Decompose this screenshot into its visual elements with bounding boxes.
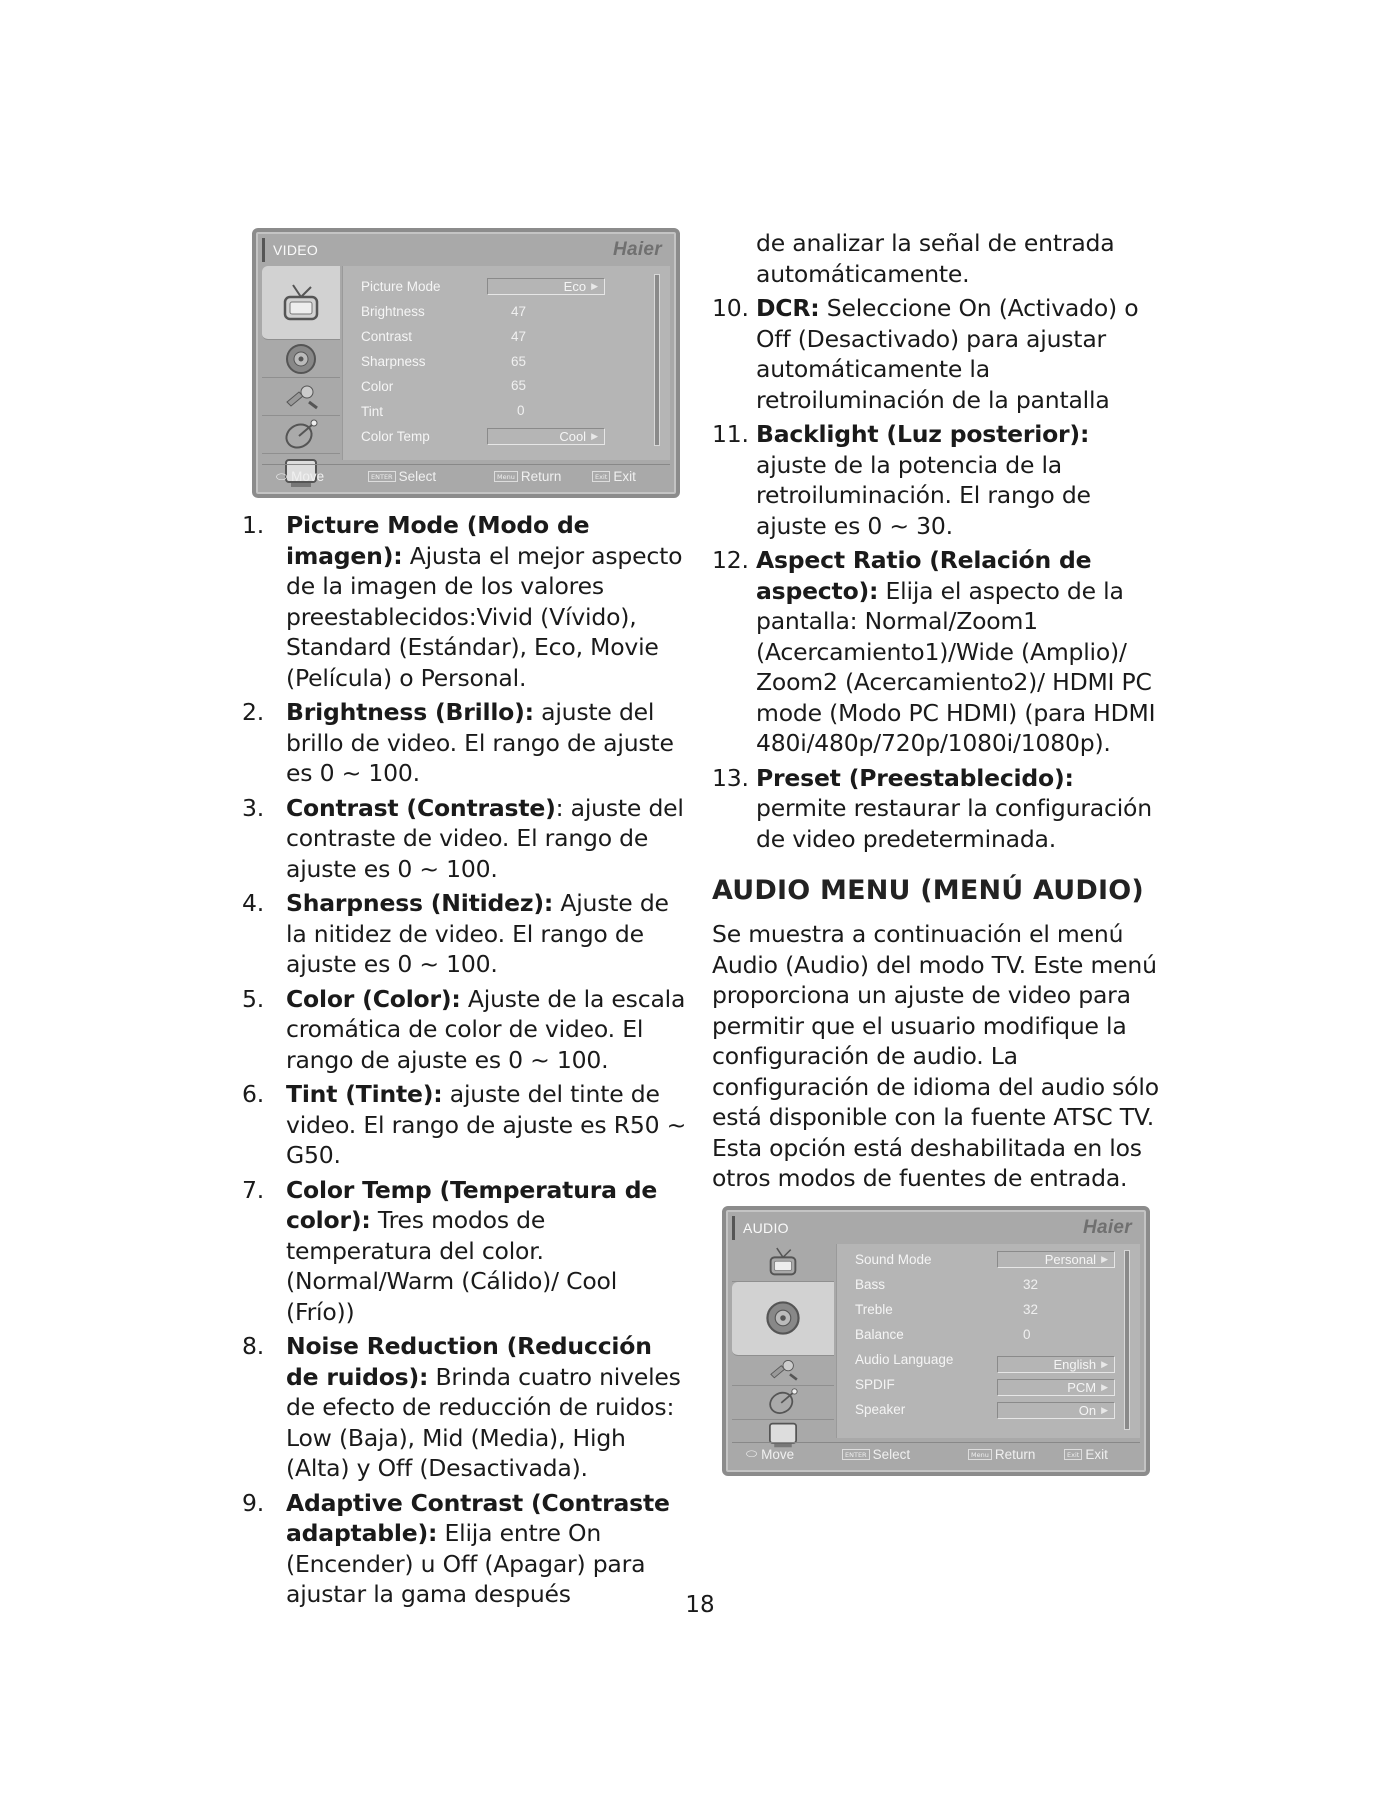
footer-exit-label: Exit [1085,1446,1108,1462]
row-label: Color Temp [361,428,430,444]
row-value: 32 [1023,1302,1039,1317]
color-temp-select[interactable] [487,428,605,445]
audio-menu-heading: AUDIO MENU (MENÚ AUDIO) [712,875,1144,906]
video-menu-footer [262,464,670,488]
arrow-right-icon: ▶ [1101,1404,1108,1415]
footer-return-label: Return [520,469,562,484]
item-term: Color (Color): [286,984,461,1013]
list-item [242,1331,690,1484]
menu-row-sound-mode[interactable] [837,1248,1140,1272]
video-menu-sidebar [262,266,340,492]
move-icon: ⬭ [276,468,288,484]
row-label: SPDIF [855,1377,895,1392]
exit-key-icon: Exit [592,471,610,482]
menu-row-tint[interactable] [343,399,670,423]
item-term: Backlight (Luz posterior): [756,420,1090,448]
footer-exit [592,469,636,484]
item-text: Tres modos de temperatura del color. (Normal/Warm (Cálido)/ Cool (Frío)) [286,1206,618,1326]
list-item [242,1175,690,1328]
item-term: Aspect Ratio (Relación de aspecto): [756,546,1092,605]
item-text: Brinda cuatro niveles de efecto de reducción de ruidos: Low (Baja), Mid (Media), High (Alta) y Off (Desactivada). [286,1362,681,1482]
item-term: Tint (Tinte): [286,1080,443,1108]
item-term: Noise Reduction (Reducción de ruidos): [286,1332,652,1391]
row-value: Eco [563,278,587,294]
footer-select [842,1447,910,1462]
arrow-right-icon: ▶ [1101,1358,1108,1369]
item-term: Brightness (Brillo): [286,698,534,726]
item-number: 7. [242,1175,265,1204]
audio-menu-panel [836,1244,1140,1438]
arrow-right-icon: ▶ [591,430,598,441]
audio-menu-description: Se muestra a continuación el menú Audio (Audio) del modo TV. Este menú proporciona un ajuste de video para permitir que el usuario modifique la configuración de audio. La configuración de idioma del audio sólo está disponible con la fuente ATSC TV. Esta opción está deshabilitada en los otros modos de fuentes de entrada. [712,920,1159,1192]
item-text: ajuste del brillo de video. El rango de ajuste es 0 ~ 100. [286,698,674,787]
row-label: Speaker [855,1402,906,1417]
tv-icon [732,1244,834,1282]
item-text: Seleccione On (Activado) o Off (Desactivado) para ajustar automáticamente la retroiluminación de la pantalla [756,294,1139,414]
speaker-icon [262,340,340,378]
item-text: Elija el aspecto de la pantalla: Normal/Zoom1 (Acercamiento1)/Wide (Amplio)/ Zoom2 (Acercamiento2)/ HDMI PC mode (Modo PC HDMI) (para HDMI 480i/480p/720p/1080i/1080p). [756,576,1156,757]
footer-select [368,469,436,484]
menu-row-bass[interactable] [837,1273,1140,1297]
row-value: 47 [511,303,527,319]
speaker-select[interactable] [997,1402,1115,1419]
haier-logo: Haier [1082,1216,1132,1238]
item-term: DCR: [756,294,820,322]
item-number: 12. [712,546,749,574]
item-text: Elija entre On (Encender) u Off (Apagar) para ajustar la gama después [286,1519,646,1608]
arrow-right-icon: ▶ [1101,1381,1108,1392]
menu-row-audio-language[interactable] [837,1348,1140,1372]
video-menu-header [262,238,670,262]
continuation-text: de analizar la señal de entrada automáticamente. [756,229,1115,288]
list-item [712,419,1164,541]
tv-icon [262,266,340,340]
list-item [242,697,690,789]
left-column [242,228,690,1614]
arrow-right-icon: ▶ [591,280,598,291]
tools-icon [732,1356,834,1386]
item-text: ajuste de la potencia de la retroiluminación. El rango de ajuste es 0 ~ 30. [756,450,1091,540]
item-number: 8. [242,1332,265,1360]
item-number: 11. [712,420,749,448]
tools-icon [262,378,340,416]
row-value: Personal [1044,1252,1097,1267]
video-menu-screenshot [252,228,680,498]
row-value: 47 [511,328,527,344]
row-label: Sharpness [361,353,426,369]
list-item [242,984,690,1076]
menu-row-speaker[interactable] [837,1398,1140,1422]
page-number: 18 [685,1592,715,1618]
item-text: : ajuste del contraste de video. El rango de ajuste es 0 ~ 100. [286,793,684,883]
footer-exit [1064,1447,1108,1462]
row-value: 65 [511,353,527,369]
menu-row-color-temp[interactable] [343,424,670,448]
row-label: Picture Mode [361,278,441,294]
enter-key-icon: ENTER [842,1449,870,1460]
video-menu-title: VIDEO [273,242,319,258]
row-value: English [1053,1356,1097,1372]
item-term: Adaptive Contrast (Contraste adaptable): [286,1488,670,1547]
item-text: permite restaurar la configuración de video predeterminada. [756,794,1152,853]
row-label: Balance [855,1327,904,1342]
item-number: 2. [242,698,265,726]
spdif-select[interactable] [997,1379,1115,1396]
row-label: Bass [855,1277,886,1292]
item-text: ajuste del tinte de video. El rango de ajuste es R50 ~ G50. [286,1080,687,1169]
row-label: Sound Mode [855,1252,932,1267]
haier-logo: Haier [612,239,662,260]
footer-move [746,1446,794,1462]
audio-menu-title: AUDIO [743,1219,789,1236]
item-term: Preset (Preestablecido): [756,763,1074,792]
menu-row-color[interactable] [343,374,670,398]
list-item [712,763,1164,855]
arrow-right-icon: ▶ [1101,1254,1108,1264]
list-item [242,1079,690,1171]
item-number: 13. [712,763,749,792]
row-label: Audio Language [855,1352,954,1367]
row-label: Tint [361,403,384,419]
item-term: Color Temp (Temperatura de color): [286,1175,658,1234]
menu-row-treble[interactable] [837,1298,1140,1322]
picture-mode-select[interactable] [487,278,605,295]
move-icon: ⬭ [746,1446,758,1461]
row-value: 32 [1023,1277,1039,1292]
audio-menu-screenshot [722,1206,1150,1476]
list-item [242,510,690,693]
scrollbar[interactable] [654,274,660,446]
item-number: 5. [242,984,265,1013]
menu-row-spdif[interactable] [837,1373,1140,1397]
menu-key-icon: Menu [968,1449,992,1460]
menu-row-contrast[interactable] [343,324,670,348]
item-text: Ajusta el mejor aspecto de la imagen de los valores preestablecidos:Vivid (Vívido), Standard (Estándar), Eco, Movie (Película) o Personal. [286,541,683,692]
item-number: 1. [242,511,265,539]
audio-language-select[interactable] [997,1356,1115,1373]
row-value: 65 [511,378,527,393]
video-settings-list-continued [712,293,1164,854]
row-value: On [1078,1402,1097,1418]
item-term: Contrast (Contraste) [286,793,556,822]
footer-return-label: Return [994,1446,1036,1462]
footer-exit-label: Exit [613,469,636,484]
row-value: PCM [1067,1379,1097,1395]
sound-mode-select[interactable] [997,1251,1115,1268]
menu-row-sharpness[interactable] [343,349,670,373]
row-value: 0 [1023,1327,1031,1342]
row-label: Treble [855,1302,893,1317]
item-text: Ajuste de la nitidez de video. El rango de ajuste es 0 ~ 100. [286,889,669,978]
row-label: Brightness [361,303,425,319]
item-number: 9. [242,1488,265,1517]
item-term: Picture Mode (Modo de imagen): [286,511,590,570]
menu-row-balance[interactable] [837,1323,1140,1347]
list-item [712,293,1164,415]
item-number: 10. [712,294,749,322]
menu-row-picture-mode[interactable] [343,274,670,298]
footer-move-label: Move [761,1446,795,1462]
item-number: 6. [242,1080,265,1108]
row-value: Cool [559,428,587,444]
audio-menu-footer [732,1442,1140,1466]
footer-move-label: Move [291,469,325,484]
video-settings-list [242,510,690,1610]
scrollbar[interactable] [1124,1250,1130,1430]
footer-return [968,1447,1035,1462]
list-item [242,888,690,980]
satellite-icon [262,416,340,454]
item-number: 4. [242,889,265,917]
speaker-icon [732,1282,834,1356]
footer-select-label: Select [872,1446,911,1462]
row-label: Contrast [361,328,413,344]
list-item [712,545,1164,759]
audio-menu-sidebar [732,1244,834,1450]
footer-return [494,469,561,484]
enter-key-icon: ENTER [368,471,396,482]
footer-select-label: Select [398,469,437,484]
footer-move [276,469,324,485]
row-value: 0 [517,403,525,418]
item-text: Ajuste de la escala cromática de color de video. El rango de ajuste es 0 ~ 100. [286,984,686,1074]
row-label: Color [361,378,394,394]
satellite-icon [732,1386,834,1420]
right-column [712,228,1164,1476]
list-item [242,793,690,885]
video-menu-panel [342,266,670,460]
menu-key-icon: Menu [494,471,518,482]
menu-row-brightness[interactable] [343,299,670,323]
item-term: Sharpness (Nitidez): [286,889,554,917]
audio-menu-header [732,1216,1140,1240]
exit-key-icon: Exit [1064,1449,1082,1460]
item-number: 3. [242,793,265,822]
